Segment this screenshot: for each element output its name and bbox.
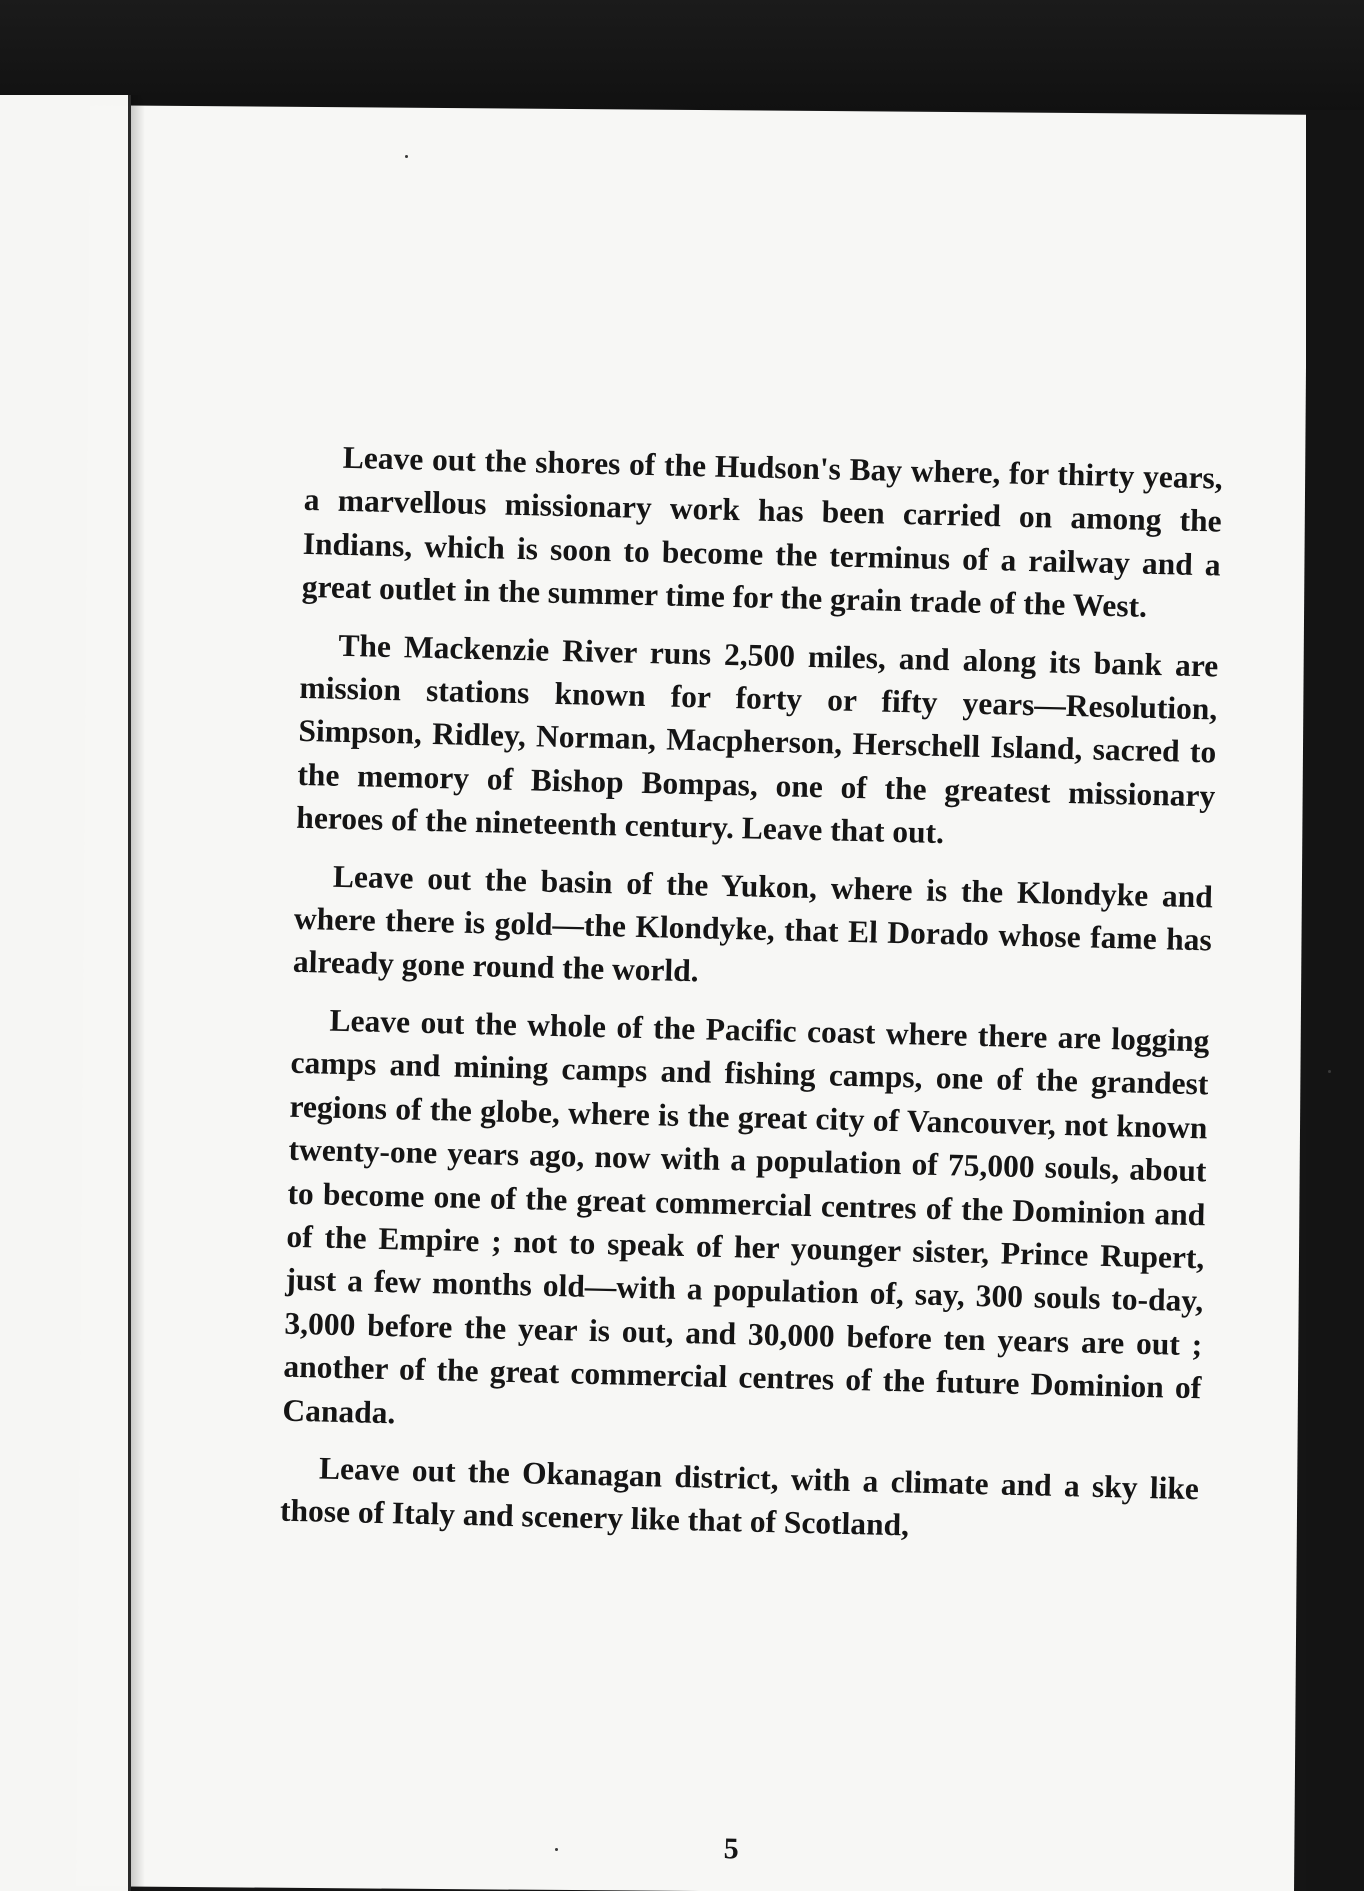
paragraph-pacific-coast: Leave out the whole of the Pacific coast where there are logging camps and mining camps and fishing camps, one of the grandest regions of the globe, where is the great city of Vancouver, not known twenty-one years ago, now with a population of 75,000 souls, about to become one of the great commercial centres of the Dominion and of the Empire ; not to speak of her younger sister, Prince Rupert, just a few months old—with a population of, say, 300 souls to-day, 3,000 before the year is out, and 30,000 before ten years are out ; another of the great commercial centres of the future Dominion of Canada. [282,1002,1210,1430]
page-number: 5 [723,1832,740,1866]
scanner-border-right [1306,110,1364,1891]
paragraph-mackenzie-river: The Mackenzie River runs 2,500 miles, and along its bank are mission stations known for forty or fifty years—Resolution, Simpson, Ridley, Norman, Macpherson, Herschell Island, sacred to the memory of Bishop Bompas, one of the greatest missionary heroes of the nineteenth century. Leave that out. [296,627,1219,851]
gutter-shadow [131,95,145,1891]
paragraph-okanagan: Leave out the Okanagan district, with a climate and a sky like those of Italy and scenery like that of Scotland, [279,1450,1200,1543]
dust-speck [405,155,408,158]
body-text [279,435,1224,1866]
dust-speck [555,1848,558,1851]
scanner-background [0,0,1364,110]
paragraph-yukon: Leave out the basin of the Yukon, where is the Klondyke and where there is gold—the Klondyke, that El Dorado whose fame has already gone round the world. [292,858,1214,989]
paragraph-hudsons-bay: Leave out the shores of the Hudson's Bay where, for thirty years, a marvellous missionary work has been carried on among the Indians, which is soon to become the terminus of a railway and a great outlet in the summer time for the grain trade of the West. [301,439,1224,625]
dust-speck [1328,1070,1331,1073]
book-page [76,105,1308,1891]
